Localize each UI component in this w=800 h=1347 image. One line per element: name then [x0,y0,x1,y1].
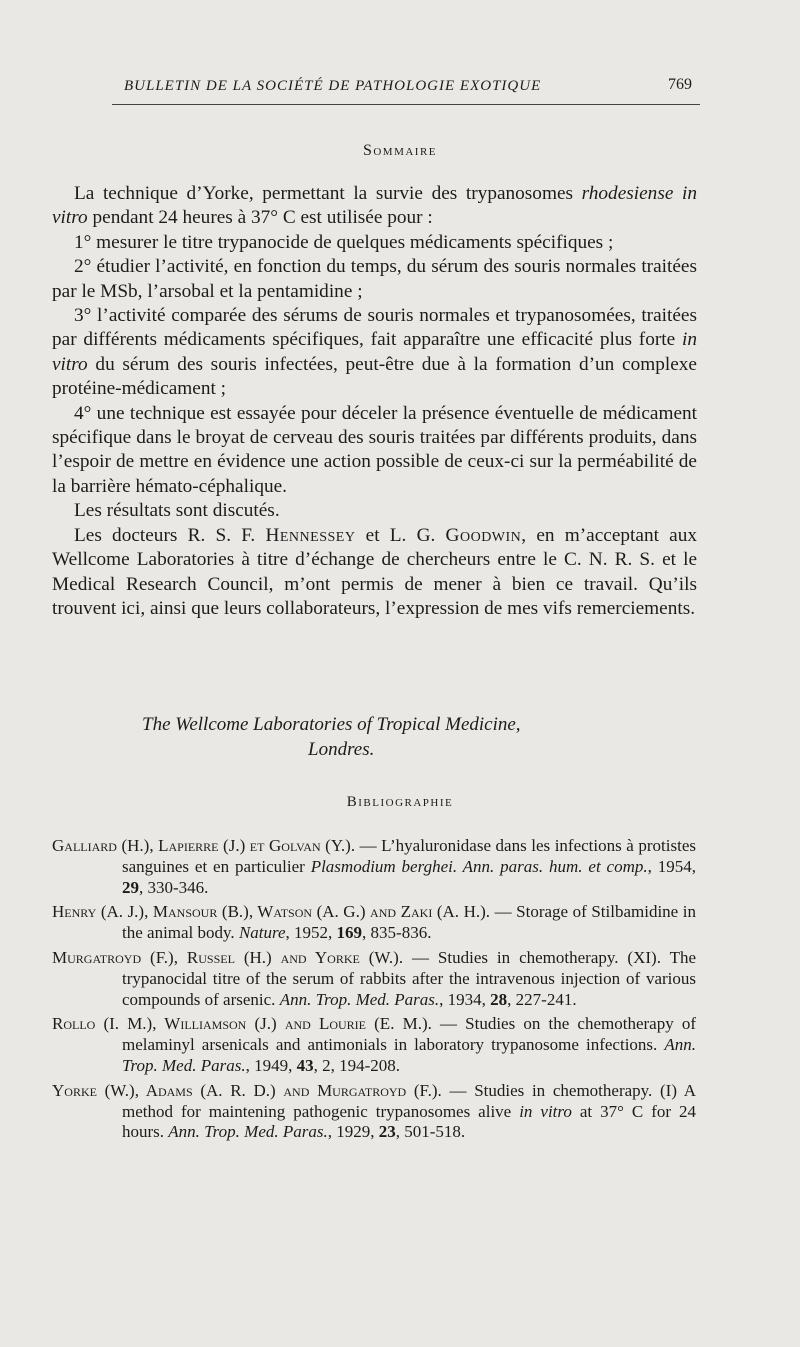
paragraph: 2° étudier l’activité, en fonction du temps, du sérum des souris normales traitées par le MSb, l’arsobal et la pentamidine ; [52,256,697,302]
paragraph: 1° mesurer le titre trypanocide de quelques médicaments spécifiques ; [74,231,614,253]
ref-title: — Storage of Stilbamidine in the animal body. [122,902,696,943]
page-number: 769 [668,76,692,93]
ref-year: , 1954, [647,856,696,876]
ref-title: — Studies in chemotherapy. (I) A method for maintening pathogenic trypanosomes alive [122,1080,697,1121]
italic-term: in vitro [52,329,697,375]
ref-pages: , 2, 194-208. [313,1055,400,1075]
bibliography-entry [52,836,696,898]
bibliography-entry [52,1014,696,1076]
ref-pages: , 227-241. [507,989,577,1009]
ref-title: — Studies on the chemotherapy of melaminyl arsenicals and antimonials in laboratory trypanosome infections. [122,1014,697,1055]
section-title-bibliographie: Bibliographie [346,794,454,810]
ref-year: , 1929, [327,1122,379,1142]
affiliation [52,712,697,762]
ref-authors: Henry (A. J.), Mansour (B.), Watson (A. G.) and Zaki (A. H.). [52,902,491,922]
running-head: BULLETIN DE LA SOCIÉTÉ DE PATHOLOGIE EXOTIQUE [124,78,542,94]
ref-pages: , 330-346. [139,877,209,897]
bibliography-entry [52,902,696,944]
ref-journal: Ann. Trop. Med. Paras. [122,1035,696,1075]
ref-authors: Murgatroyd (F.), Russel (H.) and Yorke (W.). [52,947,404,967]
ref-year: , 1952, [285,923,337,943]
ref-text: at 37° C for 24 hours. [122,1101,696,1142]
ref-authors: Galliard (H.), Lapierre (J.) et Golvan (Y.). [52,836,356,855]
ref-term: in vitro [519,1101,572,1121]
paragraph: Les résultats sont discutés. [74,500,280,522]
ref-authors: Rollo (I. M.), Williamson (J.) and Lourie (E. M.). [52,1014,432,1034]
ref-title: — Studies in chemotherapy. (XI). The trypanocidal titre of the serum of rabbits after the intravenous injection of various compounds of arsenic. [122,947,696,1009]
ref-year: , 1934, [439,989,491,1009]
sommaire-body [52,182,697,621]
ref-journal: Nature [238,923,286,943]
text-run: Les docteurs R. S. F. [74,524,266,546]
paragraph [52,182,697,231]
paragraph: 4° une technique est essayée pour déceler la présence éventuelle de médicament spécifique dans le broyat de cerveau des souris traitées par différents produits, dans l’espoir de mettre en évidence une action possible de ceux-ci sur la perméabilité de la barrière hémato-céphalique. [52,402,697,497]
text-run: du sérum des souris infectées, peut-être due à la formation d’un complexe protéine-médicament ; [52,353,697,400]
ref-authors: Yorke (W.), Adams (A. R. D.) and Murgatroyd (F.). [52,1080,442,1100]
bibliography-list [52,836,696,1147]
affiliation-city: Londres. [308,739,375,760]
ref-volume: 29 [122,877,139,897]
ref-journal: Plasmodium berghei. Ann. paras. hum. et comp. [310,856,648,876]
text-run: et L. G. [355,524,446,546]
page-header [112,74,700,105]
ref-journal: Ann. Trop. Med. Paras. [279,989,440,1009]
paragraph [52,304,697,402]
affiliation-line: The Wellcome Laboratories of Tropical Medicine, [142,714,521,735]
ref-pages: , 835-836. [362,923,432,943]
author-name: Goodwin [445,524,522,546]
section-title-sommaire: Sommaire [362,142,438,159]
ref-pages: , 501-518. [395,1122,466,1142]
ref-volume: 28 [490,989,508,1009]
ref-volume: 43 [296,1055,314,1075]
text-run: pendant 24 heures à 37° C est utilisée pour : [87,207,433,229]
text-run: , en m’acceptant aux Wellcome Laboratories à titre d’échange de chercheurs entre le C. N. R. S. et le Medical Research Council, m’ont permis de mener à bien ce travail. Qu’ils trouvent ici, ainsi que leurs collaborateurs, l’expression de mes vifs remerciements. [52,524,697,619]
author-name: Hennessey [265,524,356,546]
bibliography-entry [52,948,696,1010]
ref-title: — L’hyaluronidase dans les infections à protistes sanguines et en particulier [122,836,696,876]
bibliography-entry [52,1081,696,1143]
text-run: 3° l’activité comparée des sérums de souris normales et trypanosomées, traitées par différents médicaments spécifiques, fait apparaître une efficacité plus forte [52,305,697,351]
ref-year: , 1949, [245,1055,297,1075]
ref-volume: 23 [378,1122,396,1142]
ref-volume: 169 [336,923,363,943]
italic-term: rhodesiense in vitro [52,183,697,229]
text-run: La technique d’Yorke, permettant la survie des trypanosomes [74,183,582,204]
acknowledgements [52,524,697,622]
ref-journal: Ann. Trop. Med. Paras. [168,1122,328,1142]
